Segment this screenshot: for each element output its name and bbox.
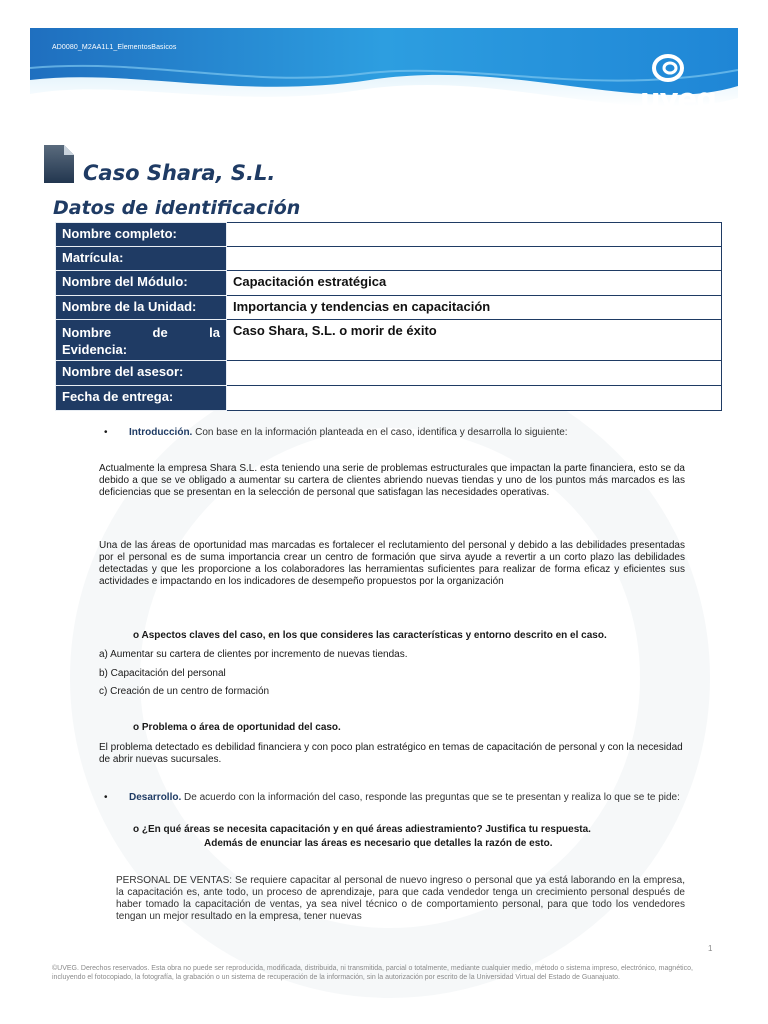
section-title: Datos de identificación (53, 197, 301, 219)
row-label (56, 320, 227, 361)
document-icon (44, 145, 74, 183)
row-label: Matrícula: (56, 247, 227, 271)
table-row (56, 271, 722, 296)
aspect-item: a) Aumentar su cartera de clientes por incremento de nuevas tiendas. (99, 649, 408, 660)
case-title: Caso Shara, S.L. (83, 161, 276, 185)
development-text: De acuerdo con la información del caso, responde las preguntas que se te presentan y realiza lo que se te pide: (181, 792, 680, 803)
row-label-line2: Evidencia: (62, 342, 128, 357)
copyright-footer: ©UVEG. Derechos reservados. Esta obra no puede ser reproducida, modificada, distribuida, ni transmitida, parcial o totalmente, mediante cualquier medio, método o sistema impreso, electrónico, magnético, incluyendo el fotocopiado, la fotografía, la grabación o un sistema de recuperación de la información, sin la autorización por escrito de la Universidad Virtual del Estado de Guanajuato. (52, 965, 693, 981)
intro-label: Introducción. (129, 427, 193, 438)
row-label-word: de (152, 325, 168, 340)
table-row (56, 320, 722, 361)
row-label: Nombre del Módulo: (56, 271, 227, 296)
logo-wordmark: uveg (640, 82, 716, 116)
row-value-field[interactable]: Capacitación estratégica (227, 271, 722, 296)
row-value-field[interactable] (227, 361, 722, 386)
row-label: Nombre completo: (56, 223, 227, 247)
question-line-1: o ¿En qué áreas se necesita capacitación y en qué áreas adiestramiento? Justifica tu respuesta. (133, 824, 591, 835)
row-value-field[interactable] (227, 247, 722, 271)
aspect-item: c) Creación de un centro de formación (99, 686, 270, 697)
header-band (30, 28, 738, 138)
row-label: Nombre del asesor: (56, 361, 227, 386)
answer-text: PERSONAL DE VENTAS: Se requiere capacitar al personal de nuevo ingreso o personal que ya está laborando en la empresa, la capacitación es, ante todo, un proceso de aprendizaje, para que cada vendedor tenga un crecimiento personal después de haber tomado la capacitación de ventas, ya sea nivel técnico o de comportamiento personal, para que todo los vendedores tengan un mejor resultado en la empresa, tener nuevas (116, 875, 685, 922)
aspects-heading: o Aspectos claves del caso, en los que consideres las características y entorno descrito en el caso. (133, 630, 607, 641)
table-row (56, 223, 722, 247)
row-value-field[interactable]: Caso Shara, S.L. o morir de éxito (227, 320, 722, 361)
row-value-field[interactable] (227, 386, 722, 411)
row-label-word: Nombre (62, 325, 112, 340)
uveg-logo (620, 48, 720, 128)
intro-text: Con base en la información planteada en el caso, identifica y desarrolla lo siguiente: (192, 427, 568, 438)
paragraph-1: Actualmente la empresa Shara S.L. esta teniendo una serie de problemas estructurales que impactan la parte financiera, esto se da debido a que se ve obligado a aumentar su cartera de clientes abriendo nuevas tiendas y uno de los puntos más marcados es las deficiencias que se presentan en la selección de personal que satisfagan las necesidades operativas. (99, 463, 685, 498)
paragraph-2: Una de las áreas de oportunidad mas marcadas es fortalecer el reclutamiento del personal y debido a las debilidades presentadas por el personal es de suma importancia crear un centro de formación que sirva ayude a revertir a un corto plazo las debilidades detectadas y que les proporcione a los colaboradores las herramientas suficientes para realizar de forma eficaz y eficientes sus actividades e impactando en los indicadores de desempeño propuestos por la organización (99, 540, 685, 587)
question-line-2: Además de enunciar las áreas es necesario que detalles la razón de esto. (204, 838, 553, 849)
row-value-field[interactable] (227, 223, 722, 247)
problem-heading: o Problema o área de oportunidad del caso. (133, 722, 341, 733)
page-number: 1 (708, 944, 713, 953)
problem-text: El problema detectado es debilidad financiera y con poco plan estratégico en temas de capacitación de personal y con la necesidad de abrir nuevas sucursales. (99, 742, 683, 765)
table-row (56, 386, 722, 411)
intro-line (129, 427, 709, 439)
logo-subtitle: universidad virtual del estado de guanajuato (648, 115, 706, 125)
identification-table (55, 222, 722, 411)
intro-bullet: • (104, 427, 108, 438)
development-label: Desarrollo. (129, 792, 182, 803)
table-row (56, 361, 722, 386)
row-label: Fecha de entrega: (56, 386, 227, 411)
row-label: Nombre de la Unidad: (56, 296, 227, 320)
development-line (129, 792, 699, 804)
table-row (56, 247, 722, 271)
aspect-item: b) Capacitación del personal (99, 668, 226, 679)
row-value-field[interactable]: Importancia y tendencias en capacitación (227, 296, 722, 320)
document-code: AD0080_M2AA1L1_ElementosBasicos (52, 44, 177, 51)
table-row (56, 296, 722, 320)
document-page (30, 28, 738, 1024)
development-bullet: • (104, 792, 108, 803)
row-label-word: la (209, 325, 220, 340)
